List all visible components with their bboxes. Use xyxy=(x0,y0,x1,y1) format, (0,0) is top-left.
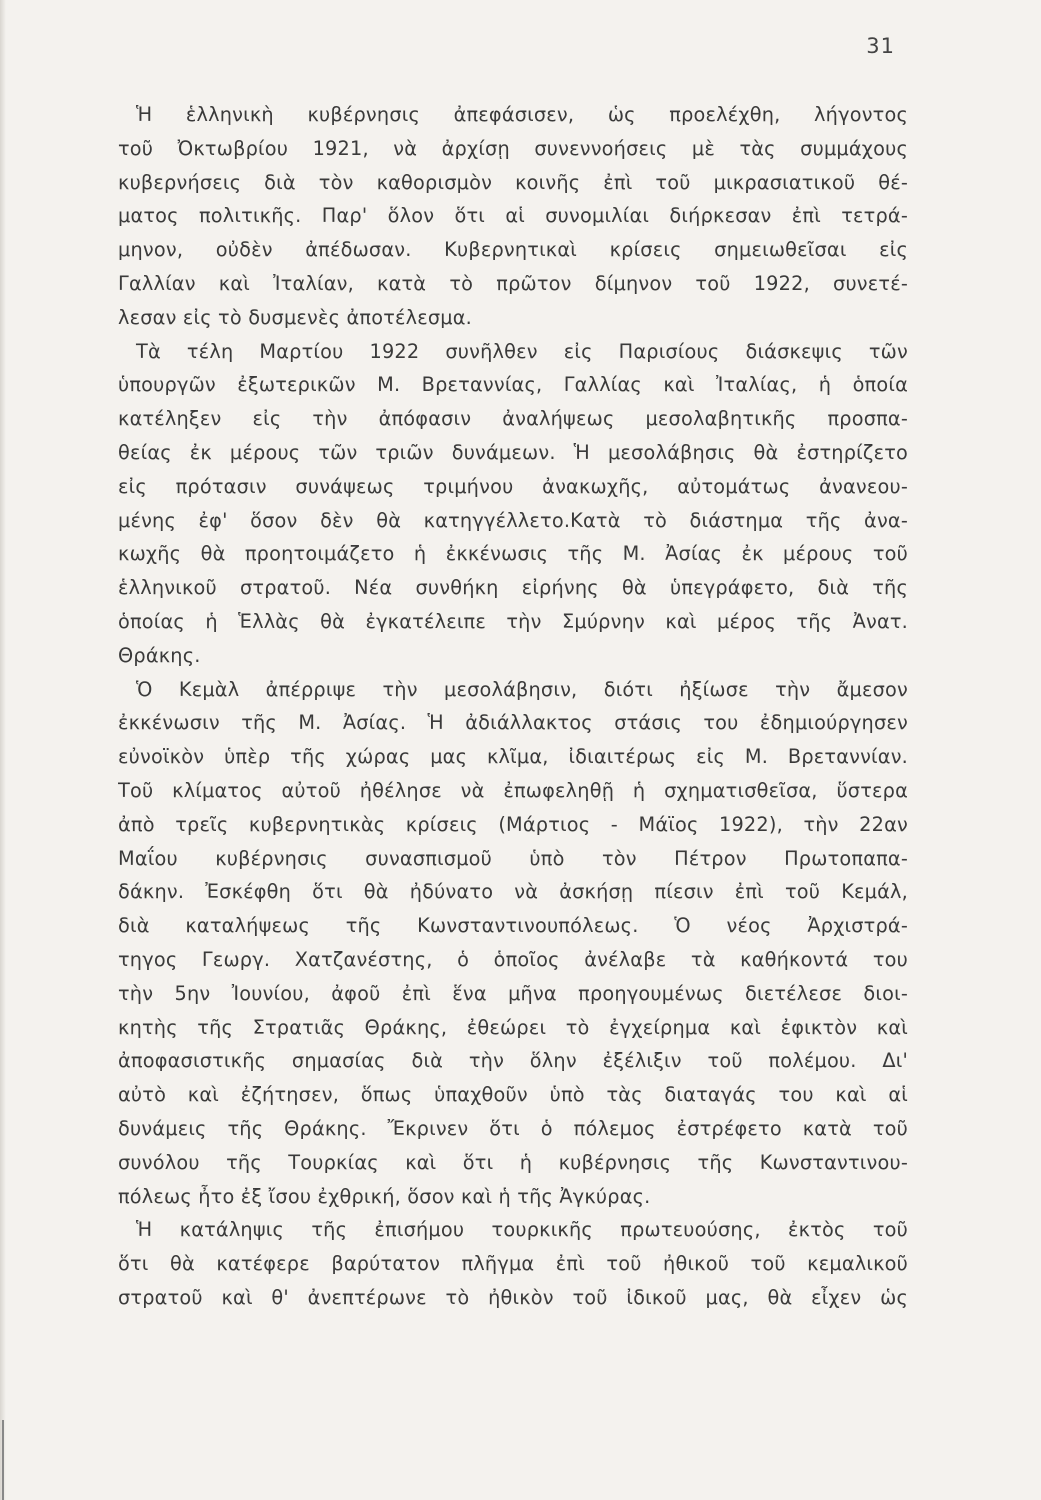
text-line: Θράκης. xyxy=(118,643,201,667)
scan-edge-shadow xyxy=(0,0,6,1500)
text-line: ματος πολιτικῆς. Παρ' ὅλον ὅτι αἱ συνομιλίαι διήρκεσαν ἐπὶ τετρά- xyxy=(118,204,908,228)
text-line: τοῦ Ὀκτωβρίου 1921, νὰ ἀρχίσῃ συνεννοήσεις μὲ τὰς συμμάχους xyxy=(118,136,908,160)
text-line: Τοῦ κλίματος αὐτοῦ ἠθέλησε νὰ ἐπωφεληθῇ ἡ σχηματισθεῖσα, ὕστερα xyxy=(118,778,908,802)
text-line: ἀποφασιστικῆς σημασίας διὰ τὴν ὅλην ἐξέλιξιν τοῦ πολέμου. Δι' xyxy=(118,1049,908,1073)
text-line: μένης ἐφ' ὅσον δὲν θὰ κατηγγέλλετο.Κατὰ τὸ διάστημα τῆς ἀνα- xyxy=(118,508,908,532)
text-line: Ἡ ἑλληνικὴ κυβέρνησις ἀπεφάσισεν, ὡς προελέχθη, λήγοντος xyxy=(136,103,908,126)
text-line: Τὰ τέλη Μαρτίου 1922 συνῆλθεν εἰς Παρισίους διάσκεψις τῶν xyxy=(136,339,908,363)
text-line: Ὁ Κεμὰλ ἀπέρριψε τὴν μεσολάβησιν, διότι ἠξίωσε τὴν ἄμεσον xyxy=(136,677,908,701)
text-line: μηνον, οὐδὲν ἀπέδωσαν. Κυβερνητικαὶ κρίσεις σημειωθεῖσαι εἰς xyxy=(118,238,908,262)
text-line: στρατοῦ καὶ θ' ἀνεπτέρωνε τὸ ἠθικὸν τοῦ ἰδικοῦ μας, θὰ εἶχεν ὡς xyxy=(118,1285,908,1309)
text-line: ὅτι θὰ κατέφερε βαρύτατον πλῆγμα ἐπὶ τοῦ ἠθικοῦ τοῦ κεμαλικοῦ xyxy=(118,1252,908,1276)
text-line: κατέληξεν εἰς τὴν ἀπόφασιν ἀναλήψεως μεσολαβητικῆς προσπα- xyxy=(118,407,908,431)
text-line: ὁποίας ἡ Ἑλλὰς θὰ ἐγκατέλειπε τὴν Σμύρνην καὶ μέρος τῆς Ἀνατ. xyxy=(118,609,908,633)
page-number: 31 xyxy=(866,34,895,58)
text-line: θείας ἐκ μέρους τῶν τριῶν δυνάμεων. Ἡ μεσολάβησις θὰ ἐστηρίζετο xyxy=(118,440,908,464)
text-line: τηγος Γεωργ. Χατζανέστης, ὁ ὁποῖος ἀνέλαβε τὰ καθήκοντά του xyxy=(118,947,908,971)
text-line: Μαΐου κυβέρνησις συνασπισμοῦ ὑπὸ τὸν Πέτρον Πρωτοπαπα- xyxy=(118,846,908,870)
text-line: δάκην. Ἐσκέφθη ὅτι θὰ ἠδύνατο νὰ ἀσκήσῃ πίεσιν ἐπὶ τοῦ Κεμάλ, xyxy=(118,880,908,904)
text-line: εἰς πρότασιν συνάψεως τριμήνου ἀνακωχῆς, αὐτομάτως ἀνανεου- xyxy=(118,474,908,498)
text-line: λεσαν εἰς τὸ δυσμενὲς ἀποτέλεσμα. xyxy=(118,305,472,329)
scan-edge-mark xyxy=(2,1420,4,1500)
text-line: διὰ καταλήψεως τῆς Κωνσταντινουπόλεως. Ὁ νέος Ἀρχιστρά- xyxy=(118,914,908,938)
text-line: δυνάμεις τῆς Θράκης. Ἔκρινεν ὅτι ὁ πόλεμος ἐστρέφετο κατὰ τοῦ xyxy=(118,1116,908,1140)
text-line: Γαλλίαν καὶ Ἰταλίαν, κατὰ τὸ πρῶτον δίμηνον τοῦ 1922, συνετέ- xyxy=(118,271,908,295)
text-line: εὐνοϊκὸν ὑπὲρ τῆς χώρας μας κλῖμα, ἰδιαιτέρως εἰς Μ. Βρεταννίαν. xyxy=(118,745,908,769)
text-line: κητὴς τῆς Στρατιᾶς Θράκης, ἐθεώρει τὸ ἐγχείρημα καὶ ἐφικτὸν καὶ xyxy=(118,1015,908,1039)
text-line: αὐτὸ καὶ ἐζήτησεν, ὅπως ὑπαχθοῦν ὑπὸ τὰς διαταγάς του καὶ αἱ xyxy=(118,1083,908,1107)
text-line: ἑλληνικοῦ στρατοῦ. Νέα συνθήκη εἰρήνης θὰ ὑπεγράφετο, διὰ τῆς xyxy=(118,576,908,600)
text-line: πόλεως ἦτο ἐξ ἴσου ἐχθρική, ὅσον καὶ ἡ τῆς Ἀγκύρας. xyxy=(118,1184,651,1208)
text-line: κυβερνήσεις διὰ τὸν καθορισμὸν κοινῆς ἐπὶ τοῦ μικρασιατικοῦ θέ- xyxy=(118,170,908,194)
text-line: συνόλου τῆς Τουρκίας καὶ ὅτι ἡ κυβέρνησις τῆς Κωνσταντινου- xyxy=(118,1150,908,1174)
text-line: ἐκκένωσιν τῆς Μ. Ἀσίας. Ἡ ἀδιάλλακτος στάσις του ἐδημιούργησεν xyxy=(118,711,908,735)
text-line: Ἡ κατάληψις τῆς ἐπισήμου τουρκικῆς πρωτευούσης, ἐκτὸς τοῦ xyxy=(136,1218,908,1242)
text-line: ἀπὸ τρεῖς κυβερνητικὰς κρίσεις (Μάρτιος - Μάϊος 1922), τὴν 22αν xyxy=(118,812,908,836)
text-line: τὴν 5ην Ἰουνίου, ἀφοῦ ἐπὶ ἕνα μῆνα προηγουμένως διετέλεσε διοι- xyxy=(118,981,908,1005)
text-line: κωχῆς θὰ προητοιμάζετο ἡ ἐκκένωσις τῆς Μ. Ἀσίας ἐκ μέρους τοῦ xyxy=(118,542,908,566)
body-text xyxy=(118,98,908,1315)
text-line: ὑπουργῶν ἐξωτερικῶν Μ. Βρεταννίας, Γαλλίας καὶ Ἰταλίας, ἡ ὁποία xyxy=(118,373,908,397)
